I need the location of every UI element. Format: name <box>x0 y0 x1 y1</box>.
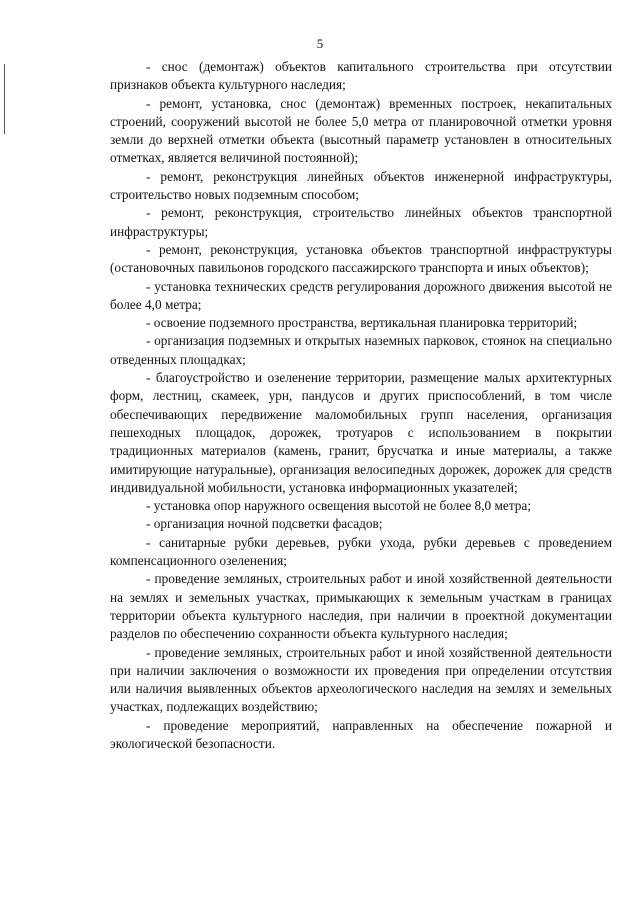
list-item: - ремонт, реконструкция линейных объектов инженерной инфраструктуры, строительство новых подземным способом; <box>110 168 612 203</box>
list-item: - проведение земляных, строительных работ и иной хозяйственной деятельности на землях и земельных участках, примыкающих к земельным участкам в границах территории объекта культурного наследия, при наличии в проектной документации разделов по обеспечению сохранности объекта культурного наследия; <box>110 571 612 642</box>
page-number: 5 <box>316 36 324 51</box>
list-item: - проведение мероприятий, направленных на обеспечение пожарной и экологической безопасности. <box>110 717 612 751</box>
list-item: - установка технических средств регулирования дорожного движения высотой не более 4,0 метра; <box>110 278 612 312</box>
list-item: - благоустройство и озеленение территории, размещение малых архитектурных форм, лестниц, скамеек, урн, пандусов и других приспособлений, в том числе обеспечивающих передвижение маломобильных групп населения, организация пешеходных площадок, дорожек, тротуаров с использованием в покрытии традиционных материалов (камень, гранит, брусчатка и иные материалы, а также имитирующие натуральные), организация велосипедных дорожек, дорожек для средств индивидуальной мобильности, установка информационных указателей; <box>110 370 612 495</box>
document-body <box>110 58 612 753</box>
list-item: - ремонт, реконструкция, установка объектов транспортной инфраструктуры (остановочных павильонов городского пассажирского транспорта и иных объектов); <box>110 241 612 276</box>
list-item: - проведение земляных, строительных работ и иной хозяйственной деятельности при наличии заключения о возможности их проведения при определении отсутствия или наличия выявленных объектов археологического наследия на землях и земельных участках, подлежащих воздействию; <box>110 644 612 715</box>
list-item: - организация ночной подсветки фасадов; <box>146 516 383 532</box>
list-item: - организация подземных и открытых наземных парковок, стоянок на специально отведенных площадках; <box>110 333 612 367</box>
list-item: - снос (демонтаж) объектов капитального строительства при отсутствии признаков объекта культурного наследия; <box>110 59 612 93</box>
list-item: - ремонт, установка, снос (демонтаж) временных построек, некапитальных строений, сооружений высотой не более 5,0 метра от планировочной отметки уровня земли до верхней отметки объекта (высотный параметр установлен в относительных отметках, является величиной постоянной); <box>110 95 612 166</box>
list-item: - санитарные рубки деревьев, рубки ухода, рубки деревьев с проведением компенсационного озеленения; <box>110 534 612 569</box>
list-item: - ремонт, реконструкция, строительство линейных объектов транспортной инфраструктуры; <box>110 205 612 239</box>
margin-line <box>4 64 5 134</box>
list-item: - установка опор наружного освещения высотой не более 8,0 метра; <box>146 498 532 514</box>
list-item: - освоение подземного пространства, вертикальная планировка территорий; <box>146 315 578 331</box>
